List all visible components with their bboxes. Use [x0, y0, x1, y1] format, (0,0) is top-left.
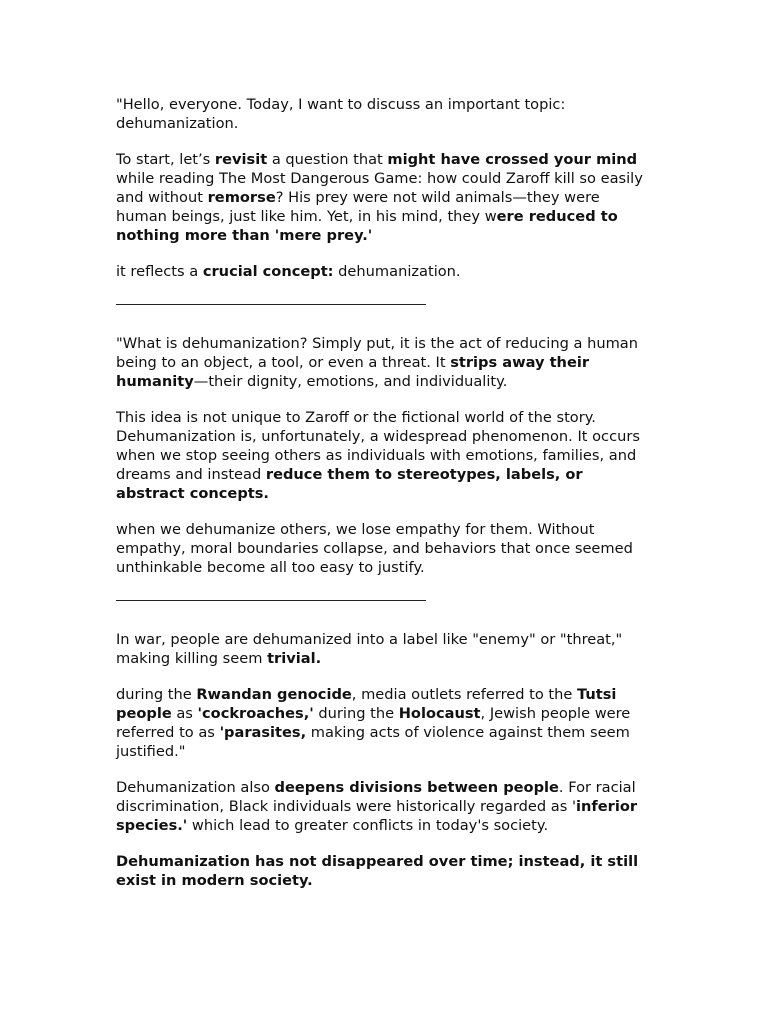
text-run: dehumanization. [333, 263, 461, 280]
text-run: during the [313, 705, 399, 722]
bold-text: Tutsi people [116, 686, 617, 722]
text-run: "Hello, everyone. Today, I want to discuss an important topic: dehumanization. [116, 96, 566, 132]
document-body [116, 95, 652, 890]
paragraph [116, 520, 652, 577]
bold-text: deepens divisions between people [274, 779, 559, 796]
bold-text: inferior species.' [116, 798, 638, 834]
text-run: a question that [267, 151, 388, 168]
divider-line [116, 304, 426, 305]
text-run: during the [116, 686, 197, 703]
bold-text: might have crossed your mind [387, 151, 638, 168]
text-run: , media outlets referred to the [351, 686, 578, 703]
bold-text: Rwandan genocide [196, 686, 352, 703]
text-run: making acts of violence against them seem justified." [116, 724, 630, 760]
text-run: In war, people are dehumanized into a label like "enemy" or "threat," making killing seem [116, 631, 623, 667]
paragraph [116, 852, 652, 890]
text-run: This idea is not unique to Zaroff or the fictional world of the story. Dehumanization is, unfortunately, a widespread phenomenon. It occurs when we stop seeing others as individuals with emotions, families, and dreams and instead [116, 409, 640, 483]
paragraph [116, 778, 652, 835]
paragraph [116, 630, 652, 668]
bold-text: 'cockroaches,' [197, 705, 314, 722]
bold-text: ere reduced to nothing more than 'mere prey.' [116, 208, 618, 244]
text-run: "What is dehumanization? Simply put, it is the act of reducing a human being to an object, a tool, or even a threat. It [116, 335, 639, 371]
section-divider [116, 594, 652, 613]
bold-text: reduce them to stereotypes, labels, or abstract concepts. [116, 466, 583, 502]
text-run: Dehumanization also [116, 779, 275, 796]
paragraph [116, 334, 652, 391]
divider-line [116, 600, 426, 601]
bold-text: strips away their humanity [116, 354, 590, 390]
bold-text: revisit [214, 151, 268, 168]
paragraph [116, 262, 652, 281]
paragraph [116, 95, 652, 133]
text-run: . For racial discrimination, Black individuals were historically regarded as ' [116, 779, 636, 815]
text-run: which lead to greater conflicts in today's society. [187, 817, 549, 834]
text-run: —their dignity, emotions, and individuality. [193, 373, 508, 390]
bold-text: 'parasites, [219, 724, 307, 741]
paragraph [116, 408, 652, 503]
bold-text: crucial concept: [202, 263, 334, 280]
text-run: it reflects a [116, 263, 203, 280]
text-run: when we dehumanize others, we lose empathy for them. Without empathy, moral boundaries collapse, and behaviors that once seemed unthinkable become all too easy to justify. [116, 521, 633, 576]
bold-text: trivial. [267, 650, 322, 667]
paragraph [116, 150, 652, 245]
bold-text: remorse [207, 189, 276, 206]
text-run: To start, let’s [116, 151, 215, 168]
text-run: while reading The Most Dangerous Game: how could Zaroff kill so easily and without [116, 170, 643, 206]
text-run: , Jewish people were referred to as [116, 705, 631, 741]
section-divider [116, 298, 652, 317]
bold-text: Holocaust [398, 705, 481, 722]
text-run: as [171, 705, 198, 722]
paragraph [116, 685, 652, 761]
text-run: ? His prey were not wild animals—they were human beings, just like him. Yet, in his mind, they w [116, 189, 600, 225]
bold-text: Dehumanization has not disappeared over time; instead, it still exist in modern society. [116, 853, 639, 889]
